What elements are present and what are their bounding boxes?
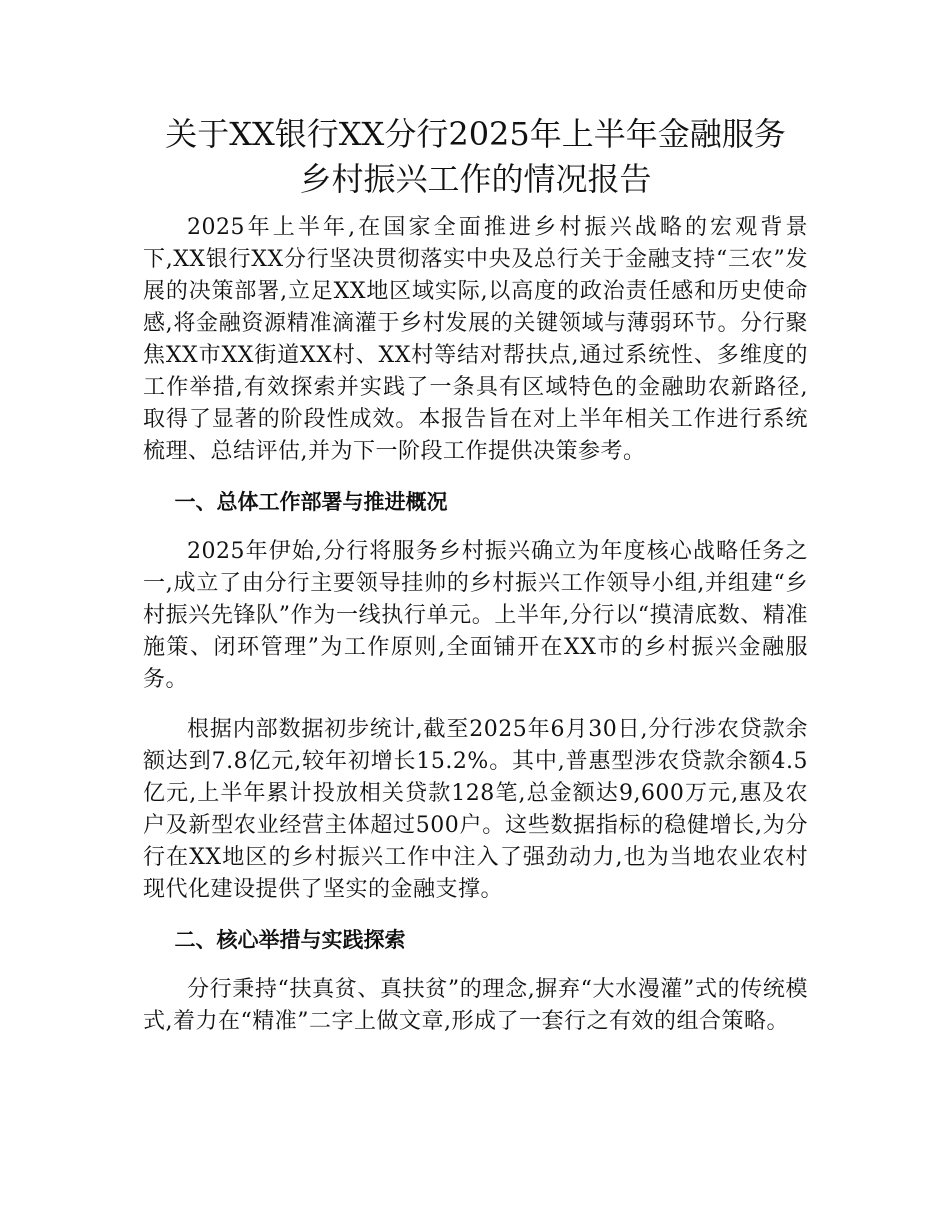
section-2-heading: 二、核心举措与实践探索: [174, 928, 406, 952]
section-2-paragraph-1: 分行秉持“扶真贫、真扶贫”的理念,摒弃“大水漫灌”式的传统模式,着力在“精准”二字上做文章,形成了一套行之有效的组合策略。: [143, 977, 808, 1034]
intro-paragraph: 2025年上半年,在国家全面推进乡村振兴战略的宏观背景下,XX银行XX分行坚决贯彻落实中央及总行关于金融支持“三农”发展的决策部署,立足XX地区域实际,以高度的政治责任感和历史使命感,将金融资源精准滴灌于乡村发展的关键领域与薄弱环节。分行聚焦XX市XX街道XX村、XX村等结对帮扶点,通过系统性、多维度的工作举措,有效探索并实践了一条具有区域特色的金融助农新路径,取得了显著的阶段性成效。本报告旨在对上半年相关工作进行系统梳理、总结评估,并为下一阶段工作提供决策参考。: [143, 215, 808, 464]
section-1-paragraph-1: 2025年伊始,分行将服务乡村振兴确立为年度核心战略任务之一,成立了由分行主要领导挂帅的乡村振兴工作领导小组,并组建“乡村振兴先锋队”作为一线执行单元。上半年,分行以“摸清底数、精准施策、闭环管理”为工作原则,全面铺开在XX市的乡村振兴金融服务。: [143, 539, 808, 692]
title-line-1: 关于XX银行XX分行2025年上半年金融服务: [165, 115, 786, 153]
section-1-paragraph-2: 根据内部数据初步统计,截至2025年6月30日,分行涉农贷款余额达到7.8亿元,较年初增长15.2%。其中,普惠型涉农贷款余额4.5亿元,上半年累计投放相关贷款128笔,总金额达9,600万元,惠及农户及新型农业经营主体超过500户。这些数据指标的稳健增长,为分行在XX地区的乡村振兴工作中注入了强劲动力,也为当地农业农村现代化建设提供了坚实的金融支撑。: [143, 717, 808, 902]
title-line-2: 乡村振兴工作的情况报告: [299, 160, 652, 198]
document-body: [143, 112, 808, 1038]
section-1-heading: 一、总体工作部署与推进概况: [174, 490, 448, 514]
document-title: [103, 112, 848, 202]
